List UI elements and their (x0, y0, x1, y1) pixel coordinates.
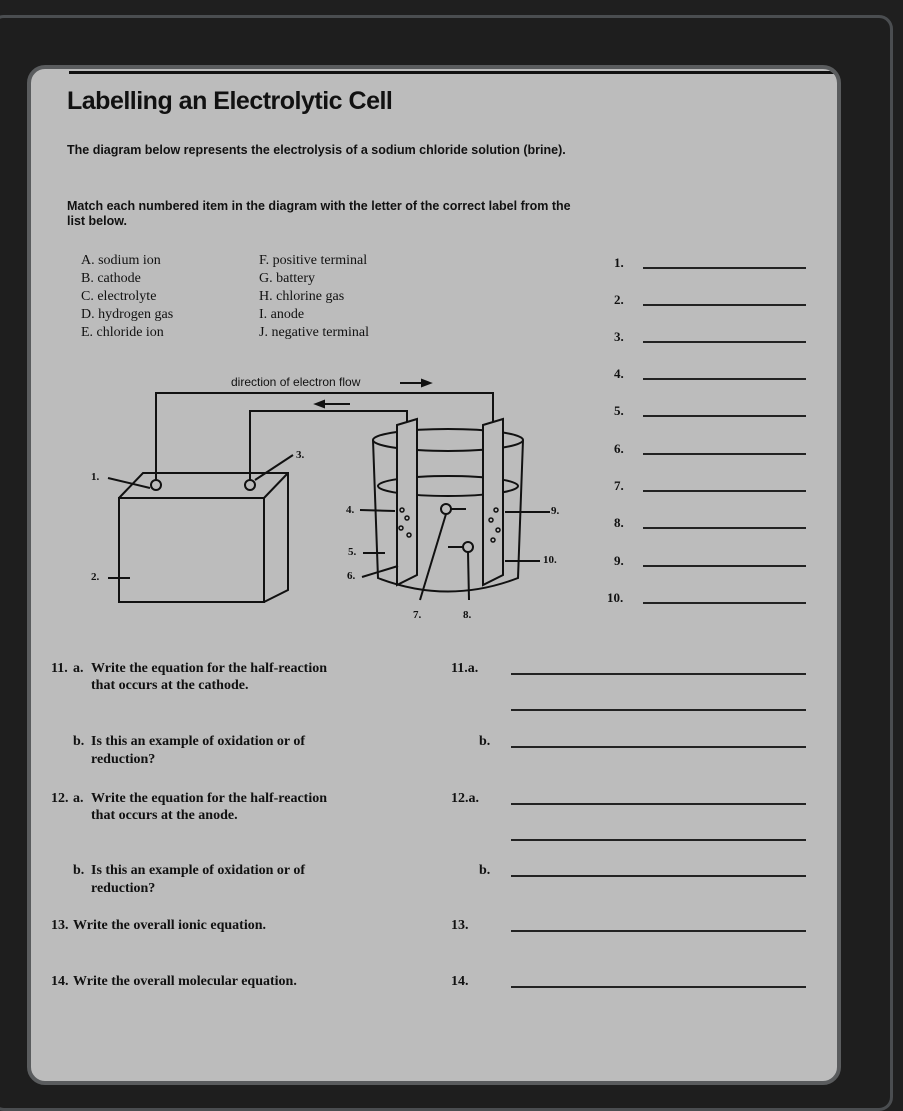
answer-number: 8. (614, 515, 624, 530)
intro-text: The diagram below represents the electrolysis of a sodium chloride solution (brine). (67, 143, 566, 157)
answer-line-3[interactable] (643, 341, 806, 343)
q12-number: 12. (51, 791, 69, 806)
q11a-text2: that occurs at the cathode. (91, 678, 249, 693)
label-item: B. cathode (81, 271, 141, 286)
worksheet-title: Labelling an Electrolytic Cell (67, 87, 393, 115)
q12b-text2: reduction? (91, 881, 156, 896)
q11b-text: Is this an example of oxidation or of (91, 734, 306, 749)
callout-8: 8. (463, 609, 472, 621)
q13-number: 13. (51, 918, 69, 933)
instructions-text: Match each numbered item in the diagram with the letter of the correct label from the list below. (67, 199, 571, 228)
answer-number: 4. (614, 366, 624, 381)
worksheet-image (27, 65, 841, 1085)
battery-top-side (119, 473, 288, 602)
answer-line-4[interactable] (643, 378, 806, 380)
answer-number: 7. (614, 478, 624, 493)
q11b-answer-line[interactable] (511, 746, 806, 748)
label-item: H. chlorine gas (259, 289, 345, 304)
q14-answer-line[interactable] (511, 986, 806, 988)
q13-answer-label: 13. (451, 918, 469, 933)
answer-number: 5. (614, 403, 624, 418)
q12a-answer-line[interactable] (511, 803, 806, 805)
answer-line-8[interactable] (643, 527, 806, 529)
label-item: E. chloride ion (81, 325, 164, 340)
q12b-answer-label: b. (479, 863, 491, 878)
q14-answer-label: 14. (451, 974, 469, 989)
q12a-text: Write the equation for the half-reaction (91, 791, 328, 806)
callout-1: 1. (91, 471, 100, 483)
q12b-text: Is this an example of oxidation or of (91, 863, 306, 878)
q11a-part: a. (73, 661, 84, 676)
q12a-answer-line-2[interactable] (511, 839, 806, 841)
callout-3: 3. (296, 449, 305, 461)
q14-text: Write the overall molecular equation. (73, 974, 297, 989)
q13-text: Write the overall ionic equation. (73, 918, 266, 933)
label-item: J. negative terminal (259, 325, 370, 340)
q12b-part: b. (73, 863, 85, 878)
answer-line-10[interactable] (643, 602, 806, 604)
q12a-text2: that occurs at the anode. (91, 808, 238, 823)
answer-line-2[interactable] (643, 304, 806, 306)
q13-answer-line[interactable] (511, 930, 806, 932)
answer-number: 9. (614, 553, 624, 568)
q11b-part: b. (73, 734, 85, 749)
answer-line-1[interactable] (643, 267, 806, 269)
label-item: G. battery (259, 271, 315, 286)
label-item: F. positive terminal (259, 253, 368, 268)
callout-4: 4. (346, 504, 355, 516)
callout-2: 2. (91, 571, 100, 583)
q12a-answer-label: 12.a. (451, 791, 479, 806)
answer-line-6[interactable] (643, 453, 806, 455)
q11b-text2: reduction? (91, 752, 156, 767)
electron-flow-label: direction of electron flow (231, 375, 361, 389)
q11a-answer-line[interactable] (511, 673, 806, 675)
q11a-text: Write the equation for the half-reaction (91, 661, 328, 676)
answer-number: 3. (614, 329, 624, 344)
q11a-answer-line-2[interactable] (511, 709, 806, 711)
callout-5: 5. (348, 546, 357, 558)
callout-10: 10. (543, 554, 557, 566)
q11-number: 11. (51, 661, 68, 676)
label-item: D. hydrogen gas (81, 307, 174, 322)
q14-number: 14. (51, 974, 69, 989)
terminal-3 (245, 480, 255, 490)
terminal-1 (151, 480, 161, 490)
q12b-answer-line[interactable] (511, 875, 806, 877)
q11a-answer-label: 11.a. (451, 661, 479, 676)
answer-number: 6. (614, 441, 624, 456)
answer-number: 10. (607, 590, 624, 605)
label-item: C. electrolyte (81, 289, 157, 304)
callout-7: 7. (413, 609, 422, 621)
callout-9: 9. (551, 505, 560, 517)
callout-6: 6. (347, 570, 356, 582)
answer-number: 2. (614, 292, 624, 307)
answer-number: 1. (614, 255, 624, 270)
q11b-answer-label: b. (479, 734, 491, 749)
label-item: A. sodium ion (81, 253, 161, 268)
answer-line-9[interactable] (643, 565, 806, 567)
label-item: I. anode (259, 307, 305, 322)
battery-front (119, 498, 264, 602)
answer-line-5[interactable] (643, 415, 806, 417)
answer-line-7[interactable] (643, 490, 806, 492)
q12a-part: a. (73, 791, 84, 806)
